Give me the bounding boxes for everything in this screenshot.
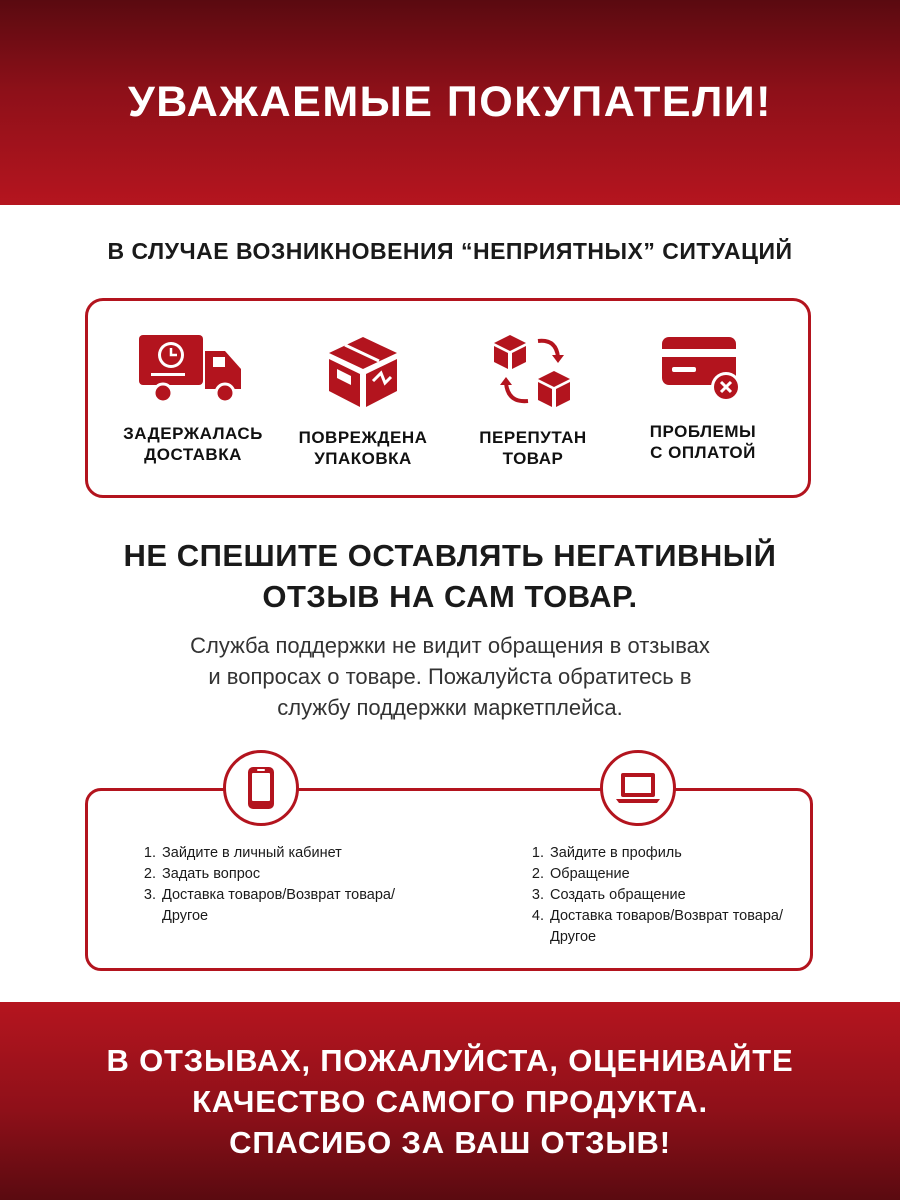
problems-panel (85, 298, 811, 498)
list-item: 4. Доставка товаров/Возврат товара/Другое (548, 906, 808, 948)
problem-label: ПРОБЛЕМЫ С ОПЛАТОЙ (649, 422, 757, 462)
damaged-box-icon (323, 333, 403, 409)
mobile-steps-list (140, 843, 440, 927)
warning-heading: НЕ СПЕШИТЕ ОСТАВЛЯТЬ НЕГАТИВНЫЙ ОТЗЫВ НА САМ ТОВАР. (123, 538, 777, 614)
list-item: 1. Зайдите в профиль (548, 843, 808, 864)
list-item: 3. Создать обращение (548, 885, 808, 906)
laptop-icon (615, 771, 661, 805)
support-notice: Служба поддержки не видит обращения в отзывах и вопросах о товаре. Пожалуйста обратитесь в службу поддержки маркетплейса. (190, 633, 710, 720)
situations-heading: В СЛУЧАЕ ВОЗНИКНОВЕНИЯ “НЕПРИЯТНЫХ” СИТУАЦИЙ (107, 238, 793, 264)
list-item: 2. Обращение (548, 864, 808, 885)
bottom-banner (0, 1002, 900, 1200)
problem-damaged-package (281, 333, 446, 469)
list-item: 2. Задать вопрос (160, 864, 440, 885)
problem-label: ПОВРЕЖДЕНА УПАКОВКА (298, 428, 428, 468)
list-item: 3. Доставка товаров/Возврат товара/Другое (160, 885, 440, 927)
smartphone-icon (246, 765, 276, 811)
desktop-steps-list (528, 843, 808, 948)
problem-wrong-item (451, 333, 616, 469)
page-title: УВАЖАЕМЫЕ ПОКУПАТЕЛИ! (128, 78, 772, 126)
mobile-badge (223, 750, 299, 826)
problem-label: ЗАДЕРЖАЛАСЬ ДОСТАВКА (123, 424, 263, 464)
desktop-badge (600, 750, 676, 826)
closing-message: В ОТЗЫВАХ, ПОЖАЛУЙСТА, ОЦЕНИВАЙТЕ КАЧЕСТВО САМОГО ПРОДУКТА. СПАСИБО ЗА ВАШ ОТЗЫВ! (106, 1042, 794, 1160)
problem-payment (621, 333, 786, 463)
problem-label: ПЕРЕПУТАН ТОВАР (479, 428, 587, 468)
delivery-truck-icon (137, 333, 249, 405)
list-item: 1. Зайдите в личный кабинет (160, 843, 440, 864)
top-banner (0, 0, 900, 205)
problem-delayed-delivery (111, 333, 276, 465)
card-error-icon (660, 333, 746, 403)
swap-boxes-icon (492, 333, 574, 409)
